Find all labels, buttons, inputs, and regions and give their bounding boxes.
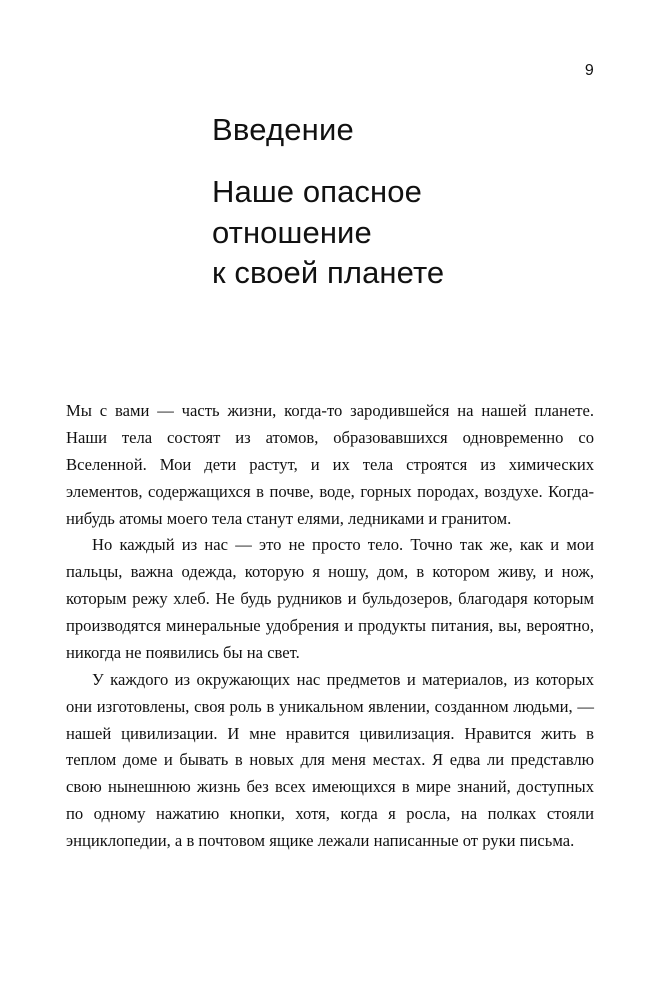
chapter-title-line-1: Наше опасное (212, 173, 422, 209)
paragraph: Мы с вами — часть жизни, когда-то зародившейся на нашей планете. Наши тела состоят из атомов, образовавшихся одновременно со Вселенной. Мои дети растут, и их тела строятся из химических элементов, содержащихся в почве, воде, горных породах, воздухе. Когда-нибудь атомы моего тела станут елями, ледниками и гранитом. (66, 401, 594, 528)
chapter-title-line-3: к своей планете (212, 255, 445, 291)
chapter-heading-block (212, 112, 600, 294)
paragraph: У каждого из окружающих нас предметов и материалов, из которых они изготовлены, своя роль в уникальном явлении, созданном людьми, — нашей цивилизации. И мне нравится цивилизация. Нравится жить в теплом доме и бывать в новых для меня местах. Я едва ли представлю свою нынешнюю жизнь без всех имеющихся в мире знаний, доступных по одному нажатию кнопки, хотя, когда я росла, на полках стояли энциклопедии, а в почтовом ящике лежали написанные от руки письма. (66, 669, 594, 850)
chapter-title (212, 172, 600, 295)
chapter-title-line-2: отношение (212, 214, 372, 250)
page-number: 9 (584, 62, 594, 79)
chapter-label: Введение (212, 112, 354, 147)
body-text (66, 398, 594, 855)
paragraph: Но каждый из нас — это не просто тело. Точно так же, как и мои пальцы, важна одежда, которую я ношу, дом, в котором живу, и нож, которым режу хлеб. Не будь рудников и бульдозеров, благодаря которым производятся минеральные удобрения и продукты питания, вы, вероятно, никогда не появились бы на свет. (66, 535, 594, 662)
